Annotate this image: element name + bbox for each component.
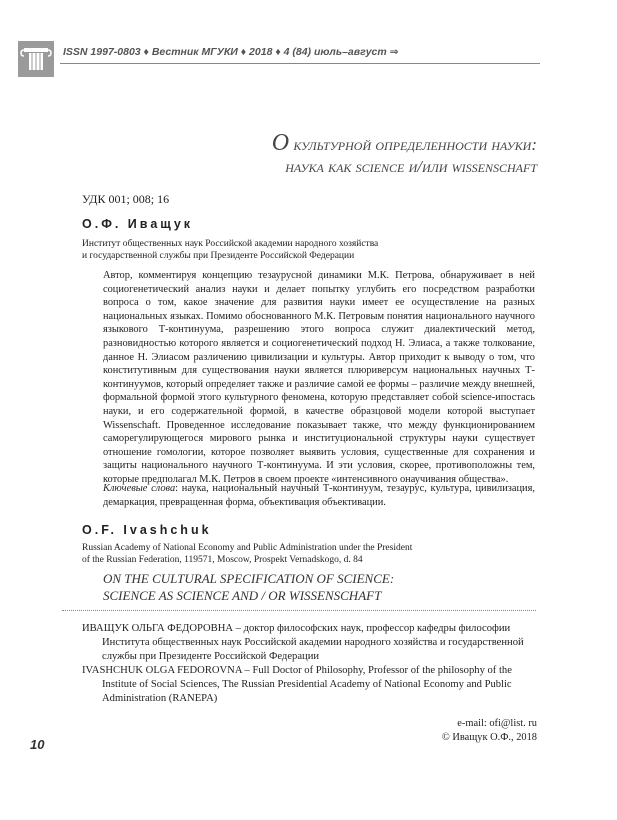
author-email[interactable]: e-mail: ofi@list. ru bbox=[457, 718, 537, 729]
affiliation-ru-line: Институт общественных наук Российской академии народного хозяйства bbox=[82, 239, 379, 249]
title-line-1: культурной определенности науки: bbox=[289, 135, 537, 154]
title-initial: О bbox=[271, 130, 290, 156]
affiliation-en-line: of the Russian Federation, 119571, Moscow, Prospekt Vernadskogo, d. 84 bbox=[82, 555, 363, 565]
dotted-divider bbox=[62, 610, 536, 611]
author-bio-ru bbox=[82, 622, 537, 663]
title-en-line-2: SCIENCE AS SCIENCE AND / OR WISSENSCHAFT bbox=[103, 588, 382, 603]
contacts bbox=[442, 717, 537, 744]
affiliation-en-line: Russian Academy of National Economy and Public Administration under the President bbox=[82, 543, 413, 553]
abstract: Автор, комментируя концепцию тезаурусной динамики М.К. Петрова, обнаруживает в ней социогенетический анализ науки и делает попытку углубить его посредством разработки вопроса о том, какое значение для развития науки имеет ее осуществление на разных национальных языках. Помимо обоснованного М.К. Петровым понятия национального научного языкового Т-континуума, разрешению этого вопроса служит диалектический метод, разновидностью которого является и социогенетический подход Н. Элиаса, а также толкование, данное Н. Элиасом различению цивилизации и культуры. Автор приходит к выводу о том, что конститутивным для существования науки является плюриверсум национальных научных Т-континуумов, который определяет также и различие самой ее формы – различие между внешней, формальной формой этого культурного феномена, которую представляет собой science-ипостась науки, и его содержательной формой, в качестве образцовой модели которой выступает Wissenschaft. Проведенное исследование показывает также, что между функционированием саморегулирующегося мирового рынка и институциональной структуры науки существует отношение гомологии, которое позволяет выявить условия, существенные для сохранения и защиты национального научного Т-континуума. И эти условия, скорее, противоположны тем, которые предполагал М.К. Петров в своем проекте «интенсивного онаучивания общества». bbox=[103, 270, 535, 485]
keywords bbox=[103, 482, 535, 509]
keywords-label: Ключевые слова bbox=[103, 483, 176, 494]
affiliation-ru bbox=[82, 238, 502, 262]
author-name-en: O.F. Ivashchuk bbox=[82, 523, 212, 537]
keywords-text: : наука, национальный научный Т-континуум, тезаурус, культура, цивилизация, демаркация, превращенная форма, объективация объективации. bbox=[103, 483, 535, 508]
column-icon bbox=[18, 41, 54, 77]
title-line-2: наука как science и/или wissenschaft bbox=[285, 157, 537, 176]
udk-code: УДК 001; 008; 16 bbox=[82, 192, 170, 206]
journal-logo bbox=[18, 41, 54, 77]
title-en-line-1: ON THE CULTURAL SPECIFICATION OF SCIENCE: bbox=[103, 571, 395, 586]
author-name-ru: О.Ф. Иващук bbox=[82, 217, 194, 231]
affiliation-en bbox=[82, 542, 522, 566]
header-rule bbox=[60, 63, 540, 64]
bio-ru-text: ИВАЩУК ОЛЬГА ФЕДОРОВНА – доктор философских наук, профессор кафедры философии Института общественных наук Российской академии народного хозяйства и государственной службы при Президенте Российской Федерации bbox=[82, 623, 524, 662]
journal-header: ISSN 1997-0803 ♦ Вестник МГУКИ ♦ 2018 ♦ 4 (84) июль–август ⇒ bbox=[63, 46, 399, 58]
copyright: © Иващук О.Ф., 2018 bbox=[441, 731, 537, 743]
affiliation-ru-line: и государственной службы при Президенте Российской Федерации bbox=[82, 251, 355, 261]
bio-en-text: IVASHCHUK OLGA FEDOROVNA – Full Doctor of Philosophy, Professor of the philosophy of the Institute of Social Sciences, The Russian Presidential Academy of National Economy and Public Administration (RANEPA) bbox=[82, 665, 512, 704]
article-title-ru bbox=[272, 132, 537, 178]
article-title-en bbox=[103, 570, 394, 604]
author-bio-en bbox=[82, 664, 537, 705]
page-number: 10 bbox=[30, 737, 45, 752]
